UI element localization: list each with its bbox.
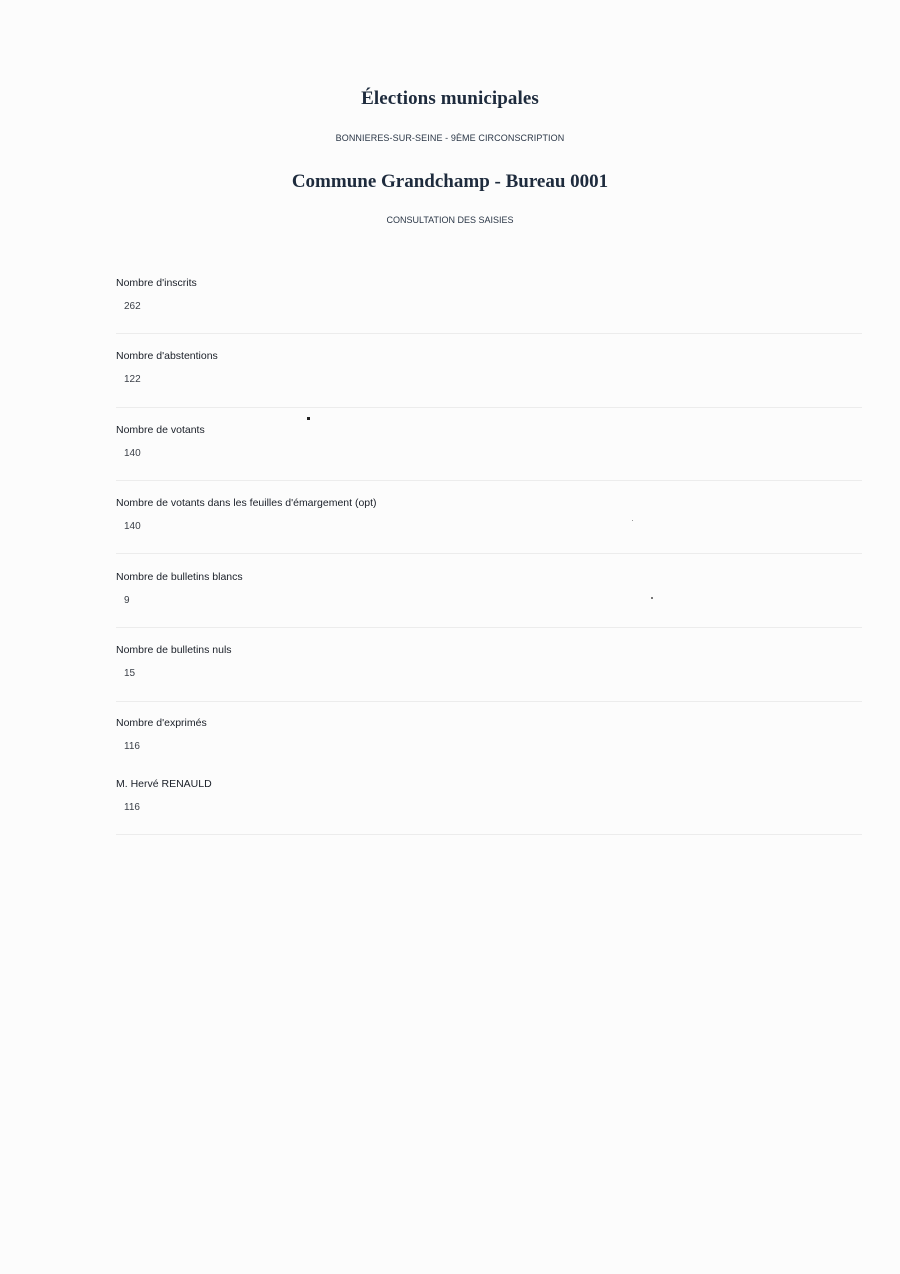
row-divider [116, 480, 862, 481]
row-value: 140 [124, 521, 141, 532]
row-value: 15 [124, 668, 136, 679]
row-value: 122 [124, 374, 141, 385]
row-label: Nombre de votants [116, 424, 205, 436]
row-value: 9 [124, 595, 130, 606]
section-label: CONSULTATION DES SAISIES [386, 215, 514, 225]
row-divider [116, 407, 862, 408]
row-label: Nombre de votants dans les feuilles d'émargement (opt) [116, 497, 377, 509]
row-label: Nombre de bulletins nuls [116, 644, 232, 656]
row-label: Nombre de bulletins blancs [116, 571, 243, 583]
row-divider [116, 627, 862, 628]
row-label: M. Hervé RENAULD [116, 778, 212, 790]
page-title: Élections municipales [361, 88, 539, 109]
page-subtitle: BONNIERES-SUR-SEINE - 9ÈME CIRCONSCRIPTION [335, 133, 565, 143]
row-divider [116, 701, 862, 702]
row-value: 140 [124, 448, 141, 459]
commune-title: Commune Grandchamp - Bureau 0001 [291, 171, 609, 192]
row-divider [116, 333, 862, 334]
row-label: Nombre d'exprimés [116, 717, 207, 729]
scan-speck [307, 417, 310, 420]
scan-speck [651, 597, 653, 599]
scan-speck [632, 520, 633, 521]
row-label: Nombre d'inscrits [116, 277, 197, 289]
row-label: Nombre d'abstentions [116, 350, 218, 362]
row-value: 116 [124, 741, 140, 752]
row-divider [116, 834, 862, 835]
row-divider [116, 553, 862, 554]
row-value: 262 [124, 301, 141, 312]
row-value: 116 [124, 802, 140, 813]
